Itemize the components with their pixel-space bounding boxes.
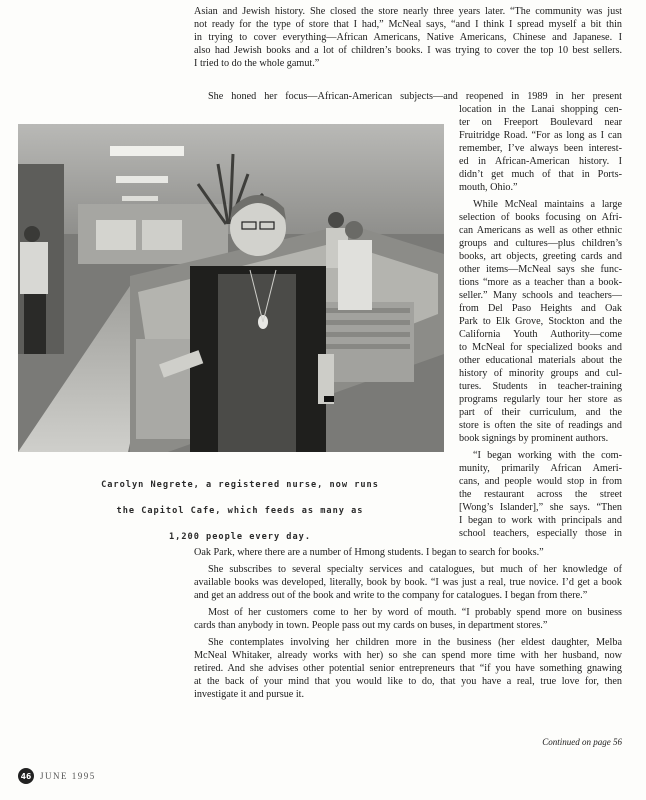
body-line: She honed her focus—African-American subjects—and reopened in 1989 in her present bbox=[208, 91, 622, 102]
body-line: store is often the site of readings and bbox=[459, 420, 622, 431]
body-line: selection of books focusing on Afri- bbox=[459, 212, 622, 223]
body-line: seller.” Many schools and teachers— bbox=[459, 290, 622, 301]
continued-note: Continued on page 56 bbox=[542, 737, 622, 747]
issue-date: JUNE 1995 bbox=[40, 771, 96, 781]
body-line: location in the Lanai shopping cen- bbox=[459, 104, 622, 115]
body-line: other educational materials about the bbox=[459, 355, 622, 366]
page-number: 46 bbox=[18, 768, 34, 784]
body-line: I began to work with principals and bbox=[459, 515, 622, 526]
body-line: “I began working with the com- bbox=[473, 450, 622, 461]
cafe-photo bbox=[18, 124, 444, 452]
cafe-photo-image bbox=[18, 124, 444, 452]
body-line: I tried to do the whole gamut.” bbox=[194, 58, 320, 69]
body-line: other items—McNeal says she func- bbox=[459, 264, 622, 275]
body-line: programs regularly tour her store as bbox=[459, 394, 622, 405]
body-line: the restaurant across the street bbox=[459, 489, 622, 500]
body-line: ed in African-American history. I bbox=[459, 156, 622, 167]
body-line: tions “more as a teacher than a book- bbox=[459, 277, 622, 288]
body-line: mouth, Ohio.” bbox=[459, 182, 518, 193]
body-line: from Del Paso Heights and Oak bbox=[459, 303, 622, 314]
body-line: not ready for the type of store that I had,” McNeal says, “and I think I spread myself a bit thin bbox=[194, 19, 622, 30]
body-line: Park to Elk Grove, Stockton and the bbox=[459, 316, 622, 327]
body-line: She subscribes to several specialty services and catalogues, but much of her knowledge of bbox=[208, 564, 622, 575]
body-line: cards than anybody in town. People pass out my cards on buses, in department stores.” bbox=[194, 620, 548, 631]
body-line: [Wong’s Islander],” she says. “Then bbox=[459, 502, 622, 513]
photo-caption bbox=[90, 472, 390, 550]
body-line: didn’t get much of that in Ports- bbox=[459, 169, 622, 180]
body-line: can Americans as well as other ethnic bbox=[459, 225, 622, 236]
body-line: cans, and people would stop in from bbox=[459, 476, 622, 487]
body-line: tures. Students in teacher-training bbox=[459, 381, 622, 392]
body-line: She contemplates involving her children more in the business (her eldest daughter, Melba bbox=[208, 637, 622, 648]
body-line: munity, primarily African Ameri- bbox=[459, 463, 622, 474]
body-line: Most of her customers come to her by word of mouth. “I probably spend more on business bbox=[208, 607, 622, 618]
caption-line: the Capitol Cafe, which feeds as many as bbox=[116, 506, 364, 516]
caption-line: Carolyn Negrete, a registered nurse, now runs bbox=[101, 480, 379, 490]
body-line: at the back of your mind that you would like to do, that you have a real, true love for, then bbox=[194, 676, 622, 687]
body-line: part of their curriculum, and the bbox=[459, 407, 622, 418]
body-line: also had Jewish books and a lot of children’s books. I was trying to cover the top 10 best sellers. bbox=[194, 45, 622, 56]
body-line: retired. And she advises other potential senior entrepreneurs that “if you have something gnawing bbox=[194, 663, 622, 674]
body-line: school teachers, especially those in bbox=[459, 528, 622, 539]
body-line: books, art objects, greeting cards and bbox=[459, 251, 622, 262]
body-line: Fruitridge Road. “For as long as I can bbox=[459, 130, 622, 141]
body-line: history of minority groups and cul- bbox=[459, 368, 622, 379]
body-line: ter on Freeport Boulevard near bbox=[459, 117, 622, 128]
caption-line: 1,200 people every day. bbox=[169, 532, 311, 542]
body-line: Oak Park, where there are a number of Hmong students. I began to search for books.” bbox=[194, 547, 544, 558]
body-line: McNeal Whitaker, already works with her) so she can spend more time with her husband, now bbox=[194, 650, 622, 661]
body-line: available books was developed, literally, book by book. “I was just a real, true novice. I’d get a book bbox=[194, 577, 622, 588]
body-line: groups and cultures—plus children’s bbox=[459, 238, 622, 249]
body-line: investigate it and pursue it. bbox=[194, 689, 305, 700]
body-line: to McNeal for specialized books and bbox=[459, 342, 622, 353]
body-line: remember, I’ve always been interest- bbox=[459, 143, 622, 154]
body-line: California Youth Authority—come bbox=[459, 329, 622, 340]
body-line: in trying to cover everything—African Americans, Native Americans, Chinese and Japanese. I bbox=[194, 32, 622, 43]
body-line: While McNeal maintains a large bbox=[473, 199, 622, 210]
page-folio bbox=[18, 768, 96, 784]
body-line: book signings by prominent authors. bbox=[459, 433, 609, 444]
body-line: Asian and Jewish history. She closed the store nearly three years later. “The community was just bbox=[194, 6, 622, 17]
body-line: and get an address out of the book and write to the company for catalogues. I began from there.” bbox=[194, 590, 588, 601]
